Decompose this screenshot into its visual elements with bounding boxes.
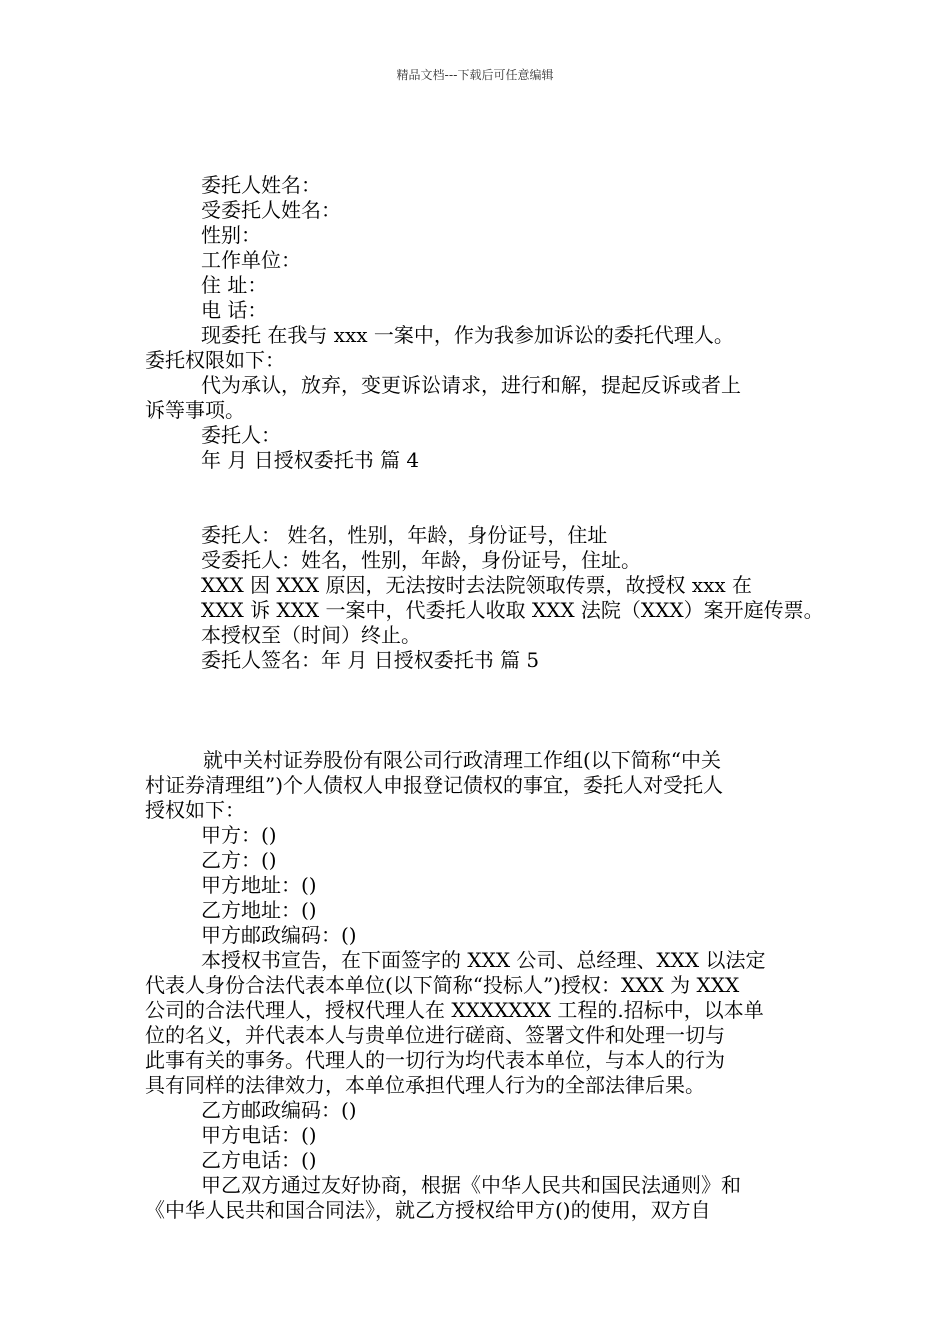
party-b-address-line: 乙方地址：() — [201, 898, 317, 922]
party-a-phone-line: 甲方电话：() — [201, 1123, 317, 1147]
gender-line: 性别： — [201, 223, 261, 247]
scope-paragraph-line: 诉等事项。 — [145, 398, 245, 422]
phone-line: 电 话： — [201, 298, 268, 322]
party-b-postcode-line: 乙方邮政编码：() — [201, 1098, 357, 1122]
page-header: 精品文档---下载后可任意编辑 — [396, 68, 554, 82]
intro-paragraph-line: 村证券清理组”)个人债权人申报登记债权的事宜，委托人对受托人 — [145, 773, 724, 797]
agreement-paragraph-line: 《中华人民共和国合同法》，就乙方授权给甲方()的使用，双方自 — [145, 1198, 711, 1222]
agent-name-line: 受委托人姓名： — [201, 198, 341, 222]
signature-heading-line: 委托人签名：年 月 日授权委托书 篇 5 — [201, 648, 540, 672]
reason-line: XXX 因 XXX 原因，无法按时去法院领取传票，故授权 xxx 在 — [201, 573, 753, 597]
declaration-paragraph-line: 公司的合法代理人，授权代理人在 XXXXXXX 工程的.招标中，以本单 — [145, 998, 764, 1022]
address-line: 住 址： — [201, 273, 268, 297]
declaration-paragraph-line: 位的名义，并代表本人与贵单位进行磋商、签署文件和处理一切与 — [145, 1023, 725, 1047]
agent-info-line: 受委托人：姓名，性别，年龄，身份证号，住址。 — [201, 548, 641, 572]
employer-line: 工作单位： — [201, 248, 301, 272]
declaration-paragraph-line: 具有同样的法律效力，本单位承担代理人行为的全部法律后果。 — [145, 1073, 705, 1097]
party-b-phone-line: 乙方电话：() — [201, 1148, 317, 1172]
declaration-paragraph-line: 本授权书宣告，在下面签字的 XXX 公司、总经理、XXX 以法定 — [201, 948, 766, 972]
principal-info-line: 委托人： 姓名，性别，年龄，身份证号，住址 — [201, 523, 608, 547]
agreement-paragraph-line: 甲乙双方通过友好协商，根据《中华人民共和国民法通则》和 — [201, 1173, 741, 1197]
date-heading-line: 年 月 日授权委托书 篇 4 — [201, 448, 420, 472]
intro-paragraph-line: 授权如下： — [145, 798, 245, 822]
scope-paragraph-line: 代为承认，放弃，变更诉讼请求，进行和解，提起反诉或者上 — [201, 373, 741, 397]
party-b-line: 乙方：() — [201, 848, 277, 872]
party-a-address-line: 甲方地址：() — [201, 873, 317, 897]
party-a-line: 甲方：() — [201, 823, 277, 847]
intro-paragraph-line: 就中关村证券股份有限公司行政清理工作组(以下简称“中关 — [203, 748, 722, 772]
term-line: 本授权至（时间）终止。 — [201, 623, 421, 647]
section-gap — [145, 473, 825, 523]
reason-line: XXX 诉 XXX 一案中，代委托人收取 XXX 法院（XXX）案开庭传票。 — [201, 598, 824, 622]
document-body — [145, 173, 825, 1223]
declaration-paragraph-line: 代表人身份合法代表本单位(以下简称“投标人”)授权：XXX 为 XXX — [145, 973, 740, 997]
party-a-postcode-line: 甲方邮政编码：() — [201, 923, 357, 947]
entrust-paragraph-line: 委托权限如下： — [145, 348, 285, 372]
section-gap — [145, 673, 825, 748]
principal-signature-line: 委托人： — [201, 423, 281, 447]
principal-name-line: 委托人姓名： — [201, 173, 321, 197]
entrust-paragraph-line: 现委托 在我与 xxx 一案中，作为我参加诉讼的委托代理人。 — [201, 323, 734, 347]
declaration-paragraph-line: 此事有关的事务。代理人的一切行为均代表本单位，与本人的行为 — [145, 1048, 725, 1072]
